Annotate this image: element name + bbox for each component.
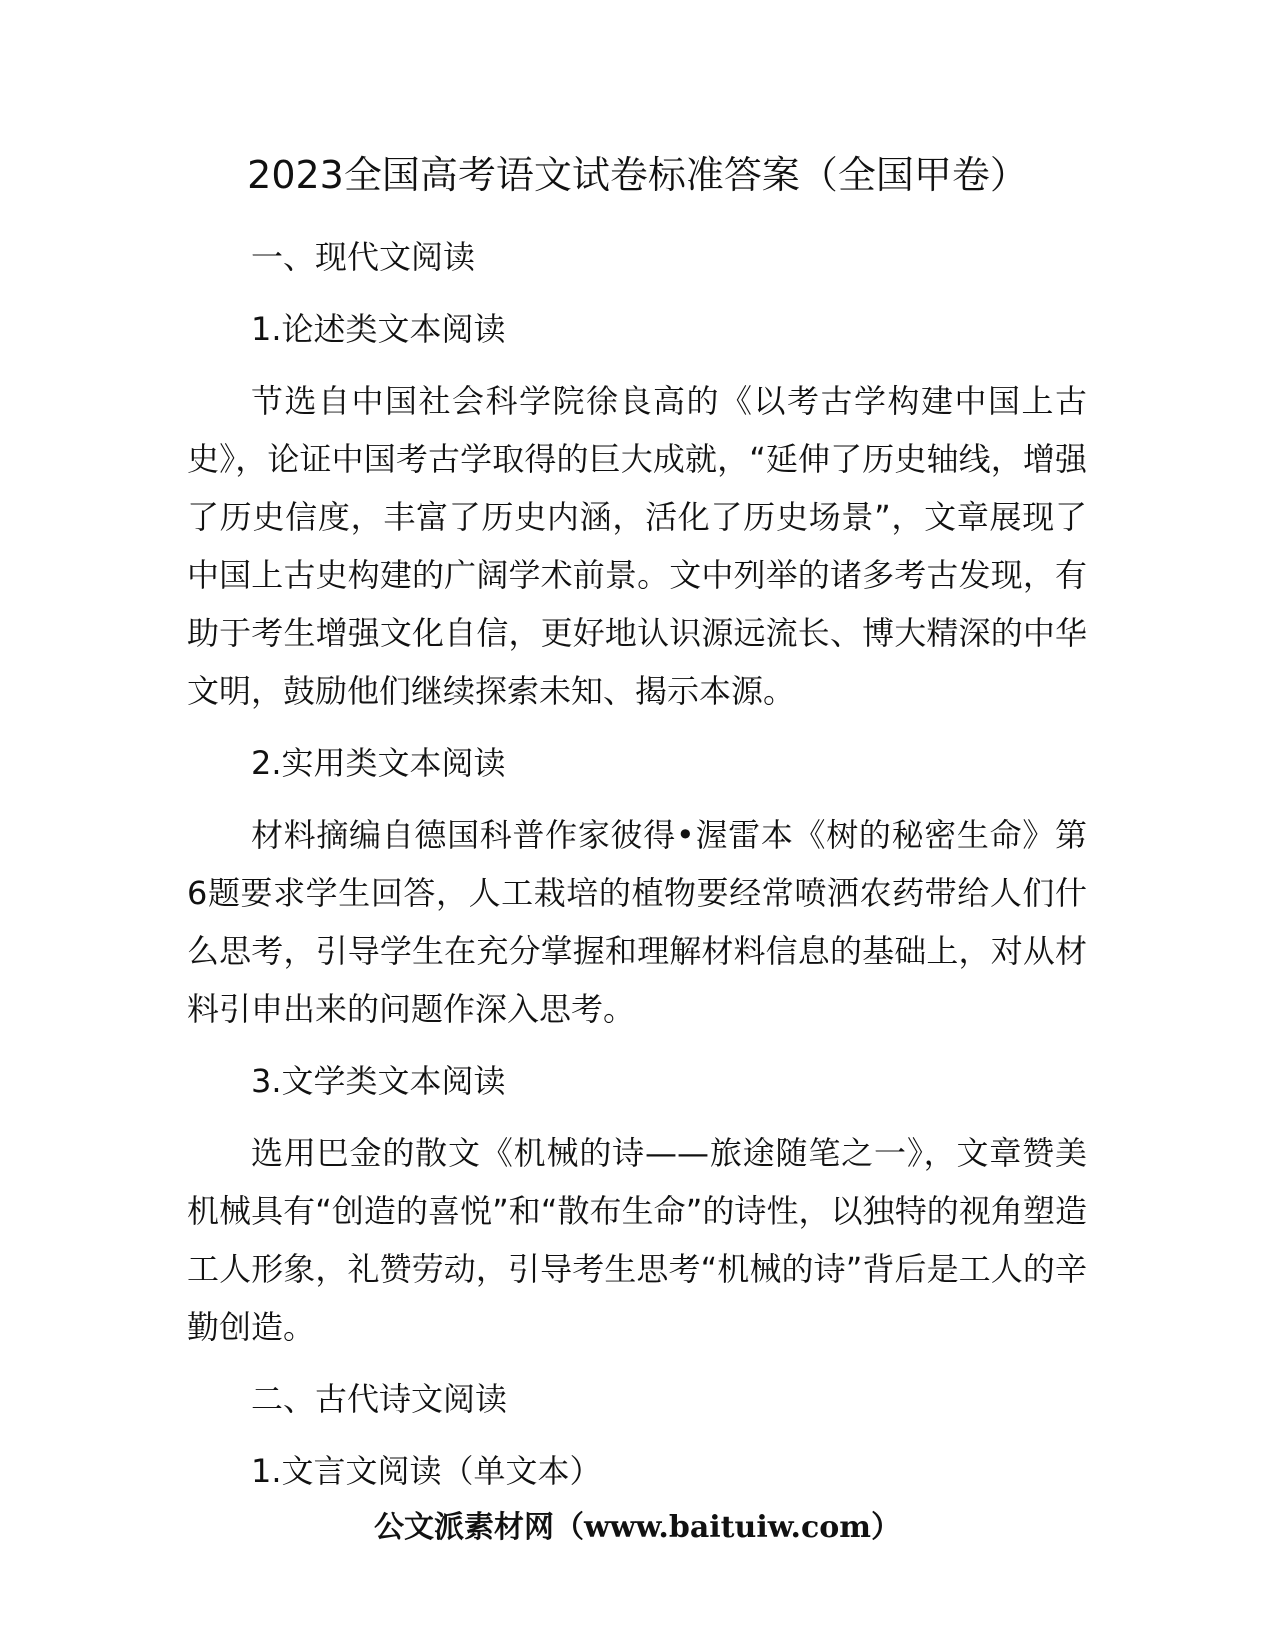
paragraph-argumentative: 节选自中国社会科学院徐良高的《以考古学构建中国上古史》，论证中国考古学取得的巨大成就，“延伸了历史轴线，增强了历史信度，丰富了历史内涵，活化了历史场景”，文章展现了中国上古史构建的广阔学术前景。文中列举的诸多考古发现，有助于考生增强文化自信，更好地认识源远流长、博大精深的中华文明，鼓励他们继续探索未知、揭示本源。 (187, 382, 1087, 710)
document-body (187, 228, 1087, 1514)
subsection-heading-literary: 3.文学类文本阅读 (251, 1062, 506, 1100)
section-heading-classical-reading: 二、古代诗文阅读 (251, 1380, 508, 1418)
paragraph-practical: 材料摘编自德国科普作家彼得•渥雷本《树的秘密生命》第6题要求学生回答，人工栽培的植物要经常喷洒农药带给人们什么思考，引导学生在充分掌握和理解材料信息的基础上，对从材料引申出来的问题作深入思考。 (187, 816, 1087, 1028)
subsection-heading-argumentative: 1.论述类文本阅读 (251, 310, 506, 348)
subsection-heading-classical-prose: 1.文言文阅读（单文本） (251, 1452, 602, 1490)
paragraph-literary: 选用巴金的散文《机械的诗——旅途随笔之一》，文章赞美机械具有“创造的喜悦”和“散布生命”的诗性，以独特的视角塑造工人形象，礼赞劳动，引导考生思考“机械的诗”背后是工人的辛勤创造。 (187, 1134, 1087, 1346)
footer-source: 公文派素材网（www.baituiw.com） (373, 1510, 902, 1545)
subsection-heading-practical: 2.实用类文本阅读 (251, 744, 506, 782)
document-title: 2023全国高考语文试卷标准答案（全国甲卷） (247, 153, 1028, 197)
section-heading-modern-reading: 一、现代文阅读 (251, 238, 476, 276)
